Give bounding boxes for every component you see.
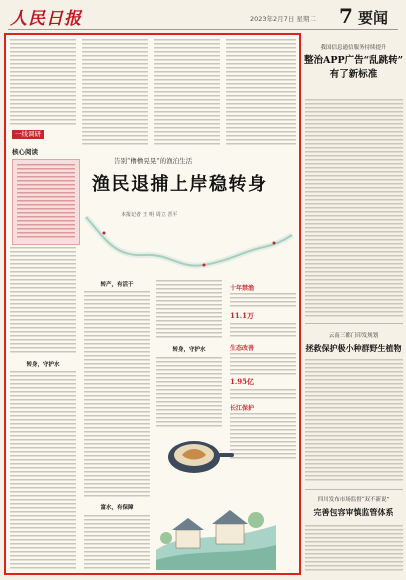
text-block	[230, 293, 296, 309]
core-reading-box	[12, 159, 80, 245]
stats-heading: 生态改善	[230, 345, 255, 352]
text-block	[230, 323, 296, 337]
section-label: 一线调研	[12, 130, 44, 139]
text-block	[230, 413, 296, 459]
story3-headline[interactable]: 完善包容审慎监管体系	[313, 507, 394, 517]
masthead	[0, 0, 406, 30]
subhead-protect-water: 转身，守护水	[172, 347, 206, 353]
story2-kicker: 云南三都门印发规划	[328, 333, 379, 339]
issue-date: 2023年2月7日 星期二	[250, 15, 316, 23]
article-headline: 渔民退捕上岸稳转身	[92, 174, 268, 195]
fish-pan-illustration	[154, 425, 234, 485]
stats-sidebar	[230, 283, 298, 463]
stats-figure: 1.95亿	[230, 377, 255, 386]
subhead-security: 富水，有保障	[100, 505, 134, 511]
story-divider	[305, 489, 403, 490]
page-number: 7	[339, 4, 353, 28]
text-block	[84, 515, 150, 571]
text-block	[226, 39, 296, 147]
story2-headline[interactable]: 拯救保护极小种群野生植物	[305, 343, 402, 353]
text-block	[10, 39, 76, 125]
right-news-column	[303, 33, 406, 578]
story3-kicker: 四川发布市场监督“双不新说”	[317, 497, 390, 503]
text-block	[230, 353, 296, 375]
river-map-illustration	[84, 207, 294, 277]
feature-article[interactable]	[4, 33, 301, 575]
story1-headline[interactable]: 整治APP广告“乱跳转”	[303, 55, 404, 66]
text-block	[156, 357, 222, 427]
story1-kicker: 我国信息通信服务持续提升	[320, 45, 387, 51]
subhead-employment: 转产，有活干	[100, 282, 134, 288]
text-block	[230, 389, 296, 399]
text-block	[17, 164, 75, 240]
stats-heading: 长江保护	[230, 405, 255, 412]
article-kicker: 告别“橹橹晃晃”的渔泊生活	[114, 157, 193, 165]
text-block	[84, 291, 150, 497]
story1-headline-line2[interactable]: 有了新标准	[329, 69, 378, 80]
text-block	[156, 280, 222, 340]
masthead-divider	[8, 29, 398, 30]
stats-heading: 十年禁渔	[230, 285, 255, 292]
text-block	[305, 525, 403, 573]
page-section-name: 要闻	[358, 9, 389, 27]
text-block	[305, 359, 403, 483]
text-block	[82, 39, 148, 147]
newspaper-logo: 人民日报	[10, 9, 82, 29]
text-block	[305, 99, 403, 317]
subhead-work: 转身，守护水	[26, 362, 60, 368]
core-reading-title: 核心阅读	[12, 148, 38, 156]
story-divider	[305, 323, 403, 324]
stats-figure: 11.1万	[230, 311, 255, 320]
text-block	[10, 247, 76, 355]
village-illustration	[156, 490, 276, 570]
text-block	[154, 39, 220, 147]
article-byline: 本报记者 王 明 周立 晋平	[121, 212, 178, 218]
text-block	[10, 371, 76, 571]
